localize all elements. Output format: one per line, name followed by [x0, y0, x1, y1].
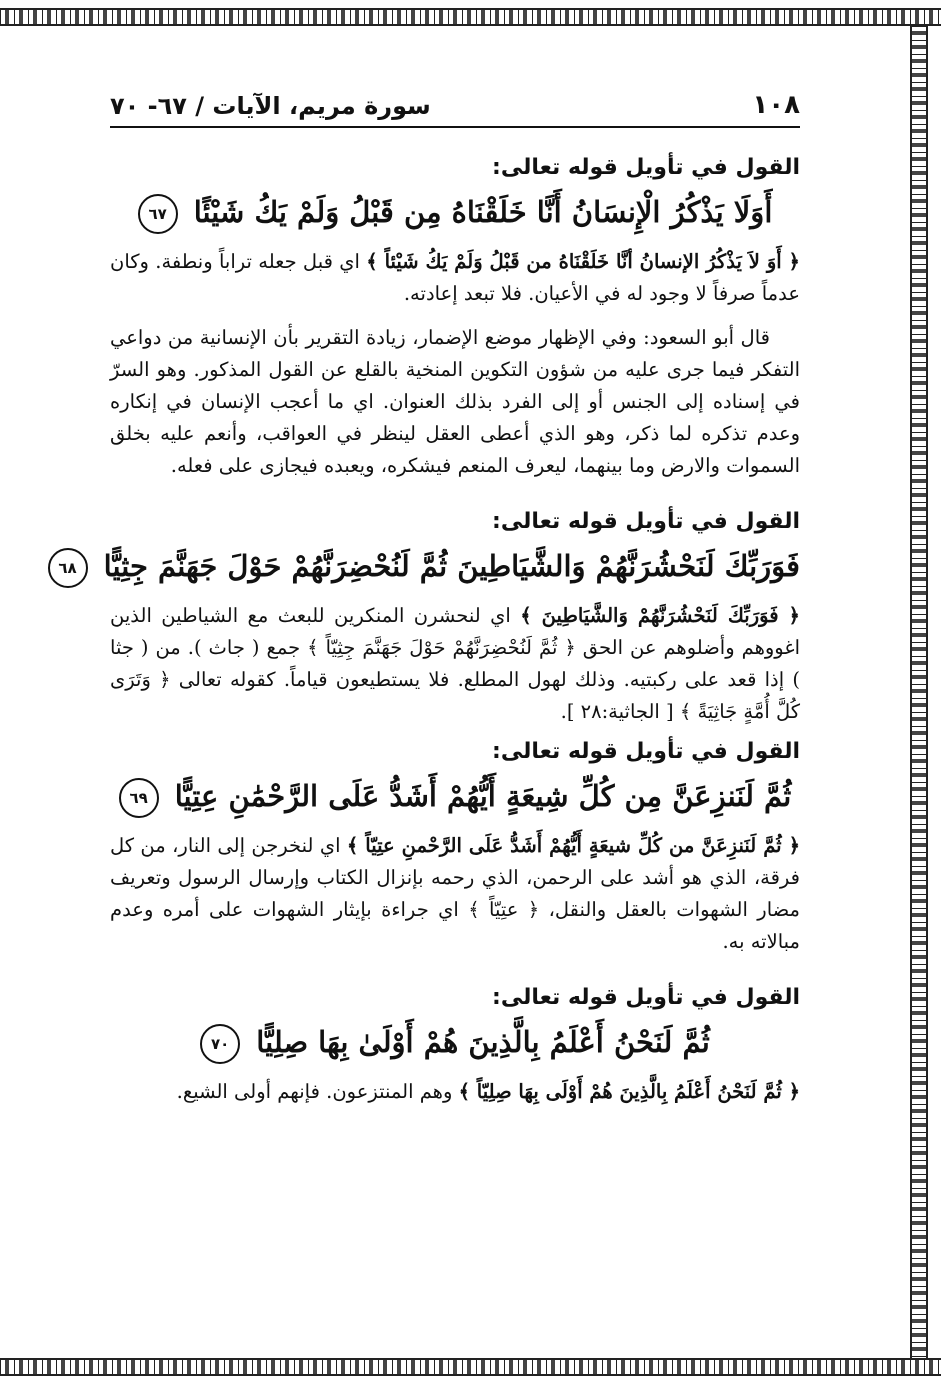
section	[110, 736, 800, 958]
verse-text: أَوَلَا يَذْكُرُ الْإِنسَانُ أَنَّا خَلَقْنَاهُ مِن قَبْلُ وَلَمْ يَكُ شَيْئًا	[193, 195, 773, 229]
section-heading: القول في تأويل قوله تعالى:	[492, 739, 800, 764]
commentary-text: اي لنخرجن إلى النار، من كل فرقة، الذي هو أشد على الرحمن، الذي رحمه بإنزال الكتاب وإرسال الرسول وتعريف مضار الشهوات بالعقل والنقل، ﴿ عتِيّاً ﴾ اي جراءة بإيثار الشهوات على أمره وعدم مبالاته به.	[110, 834, 800, 953]
commentary-paragraph	[110, 600, 800, 728]
quoted-verse: ﴿ ثُمَّ لَنَحْنُ أَعْلَمُ بِالَّذِينَ هُمْ أَوْلَى بِهَا صِلِيّاً ﴾	[458, 1080, 800, 1103]
surah-info: سورة مريم، الآيات / ٦٧- ٧٠	[110, 92, 431, 120]
verse	[110, 770, 800, 822]
commentary-paragraph	[110, 246, 800, 310]
section	[110, 982, 800, 1108]
ayah-number-marker: ٦٨	[48, 548, 88, 588]
page-header	[110, 82, 800, 128]
verse	[110, 1016, 800, 1068]
commentary-text: اي قبل جعله تراباً ونطفة. وكان عدماً صرفاً لا وجود له في الأعيان. فلا تبعد إعادته.	[110, 250, 800, 305]
ayah-number-marker: ٦٧	[138, 194, 178, 234]
page-number: ١٠٨	[752, 90, 800, 120]
right-ornamental-border	[910, 26, 928, 1358]
verse-text: ثُمَّ لَنَنزِعَنَّ مِن كُلِّ شِيعَةٍ أَيُّهُمْ أَشَدُّ عَلَى الرَّحْمَٰنِ عِتِيًّا	[174, 779, 792, 813]
verse	[110, 186, 800, 238]
commentary-text: وهم المنتزعون. فإنهم أولى الشيع.	[176, 1080, 459, 1103]
top-ornamental-border	[0, 8, 941, 26]
ayah-number-marker: ٦٩	[119, 778, 159, 818]
commentary-text: اي لنحشرن المنكرين للبعث مع الشياطين الذين اغووهم وأضلوهم عن الحق ﴿ ثُمَّ لَنُحْضِرَنَّهُمْ حَوْلَ جَهَنَّمَ جِثِيّاً ﴾ جمع ( جاث ). من ( جثا ) إذا قعد على ركبتيه. وذلك لهول المطلع. فلا يستطيعون قياماً. كقوله تعالى ﴿ وَتَرَى كُلَّ أُمَّةٍ جَاثِيَةً ﴾ [ الجاثية:٢٨ ].	[110, 604, 800, 723]
section-heading: القول في تأويل قوله تعالى:	[492, 985, 800, 1010]
quoted-verse: ﴿ فَوَرَبِّكَ لَنَحْشُرَنَّهُمْ وَالشَّيَاطِينَ ﴾	[520, 604, 800, 627]
ayah-number-marker: ٧٠	[200, 1024, 240, 1064]
verse	[58, 540, 800, 592]
section	[58, 506, 800, 728]
verse-text: فَوَرَبِّكَ لَنَحْشُرَنَّهُمْ وَالشَّيَاطِينَ ثُمَّ لَنُحْضِرَنَّهُمْ حَوْلَ جَهَنَّمَ جِثِيًّا	[103, 549, 800, 583]
commentary-paragraph	[110, 830, 800, 958]
section-heading: القول في تأويل قوله تعالى:	[492, 509, 800, 534]
commentary-paragraph	[110, 322, 800, 482]
quoted-verse: ﴿ أَوَ لاَ يَذْكُرُ الإنسانُ أنَّا خَلَقْنَاهُ من قَبْلُ وَلَمْ يَكُ شَيْئاً ﴾	[366, 250, 800, 273]
section	[110, 152, 800, 482]
page-content	[58, 82, 800, 1108]
quoted-verse: ﴿ ثُمَّ لَنَنزِعَنَّ من كُلِّ شيعَةٍ أَيُّهُمْ أَشَدُّ عَلَى الرَّحْمنِ عتِيّاً ﴾	[346, 834, 800, 857]
section-heading: القول في تأويل قوله تعالى:	[492, 155, 800, 180]
commentary-paragraph	[110, 1076, 800, 1108]
verse-text: ثُمَّ لَنَحْنُ أَعْلَمُ بِالَّذِينَ هُمْ أَوْلَىٰ بِهَا صِلِيًّا	[256, 1025, 710, 1059]
commentary-text: قال أبو السعود: وفي الإظهار موضع الإضمار، زيادة التقرير بأن الإنسانية من دواعي التفكر فيما جرى عليه من شؤون التكوين المنخية بالقلع عن القول المذكور. وهو السرّ في إسناده إلى الجنس أو إلى الفرد بذلك العنوان. اي ما أعجب الإنسان في إنكاره وعدم تذكره لما ذكر، وهو الذي أعطى العقل لينظر في العواقب، وأنعم عليه بخلق السموات والارض وما بينهما، ليعرف المنعم فيشكره، ويعبده فيجازى على فعله.	[110, 326, 800, 477]
bottom-ornamental-border	[0, 1358, 941, 1376]
